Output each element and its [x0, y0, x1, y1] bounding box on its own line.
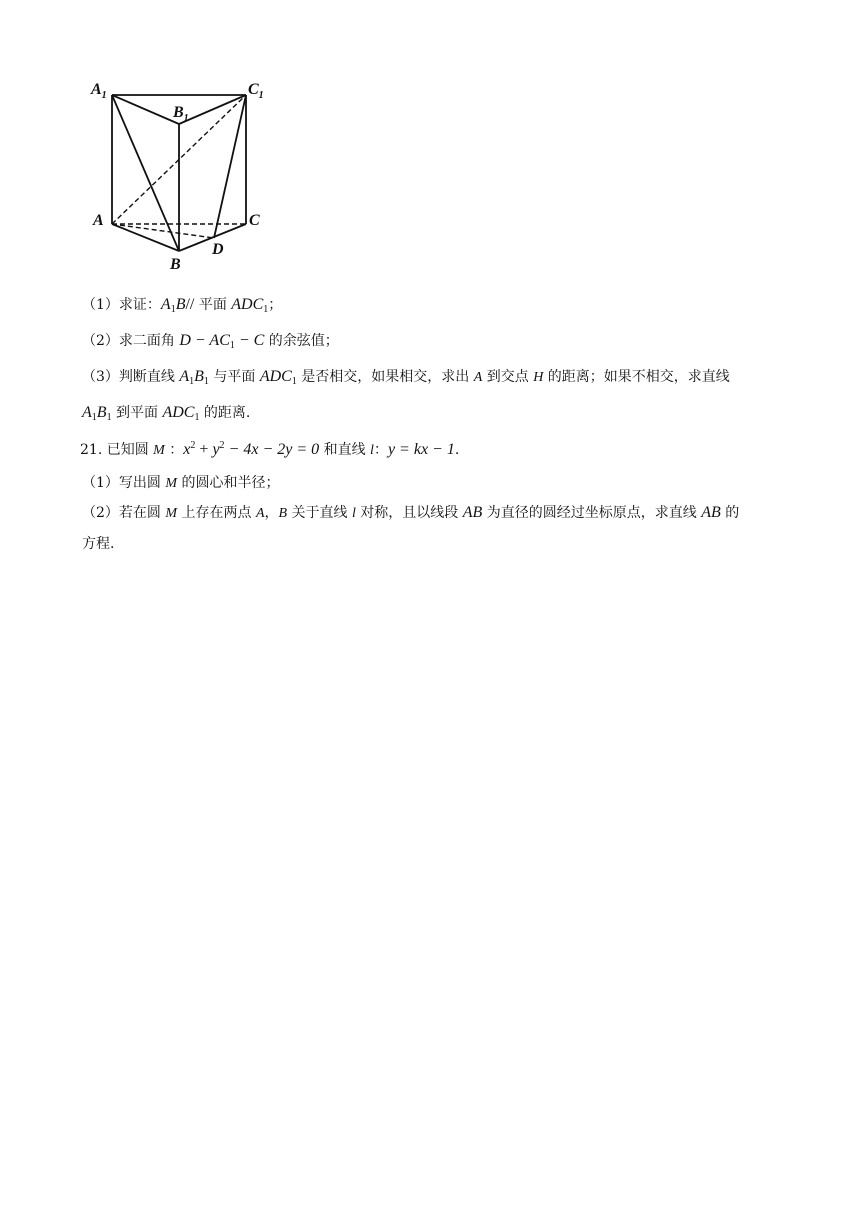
prism-diagram: [82, 70, 282, 280]
segment-C1-D: [214, 95, 246, 238]
label-A1: $A_1$: [91, 81, 107, 101]
label-D: D: [212, 241, 224, 258]
label-C1: $C_1$: [248, 81, 264, 101]
q20-part3-cont: $A_1B_1$ 到平面 $ADC_1$ 的距离.: [82, 404, 251, 423]
q21-stem: 21. 已知圆 M ：$x^2 + y^2 - 4x - 2y = 0$ 和直线 l：y = kx − 1.: [80, 440, 460, 458]
edge-B1-C1: [179, 95, 246, 124]
q21-part2: （2）若在圆 M 上存在两点 A，B 关于直线 l 对称，且以线段 AB 为直径的圆经过坐标原点，求直线 AB 的: [82, 504, 740, 521]
q21-part2-cont: 方程.: [82, 536, 115, 552]
q20-part2: （2）求二面角 $D - AC_1 - C$ 的余弦值；: [82, 332, 339, 351]
q20-part3: （3）判断直线 $A_1B_1$ 与平面 $ADC_1$ 是否相交，如果相交，求出 A 到交点 H 的距离；如果不相交，求直线: [82, 368, 730, 387]
q21-part1: （1）写出圆 M 的圆心和半径；: [82, 475, 280, 491]
label-A: A: [93, 212, 104, 229]
prism-figure: [82, 70, 282, 280]
q20-part1: （1）求证：$A_1B//$ 平面 $ADC_1$；: [82, 296, 283, 315]
label-B: B: [170, 256, 181, 273]
label-B1: $B_1$: [173, 104, 189, 124]
label-C: C: [249, 212, 260, 229]
